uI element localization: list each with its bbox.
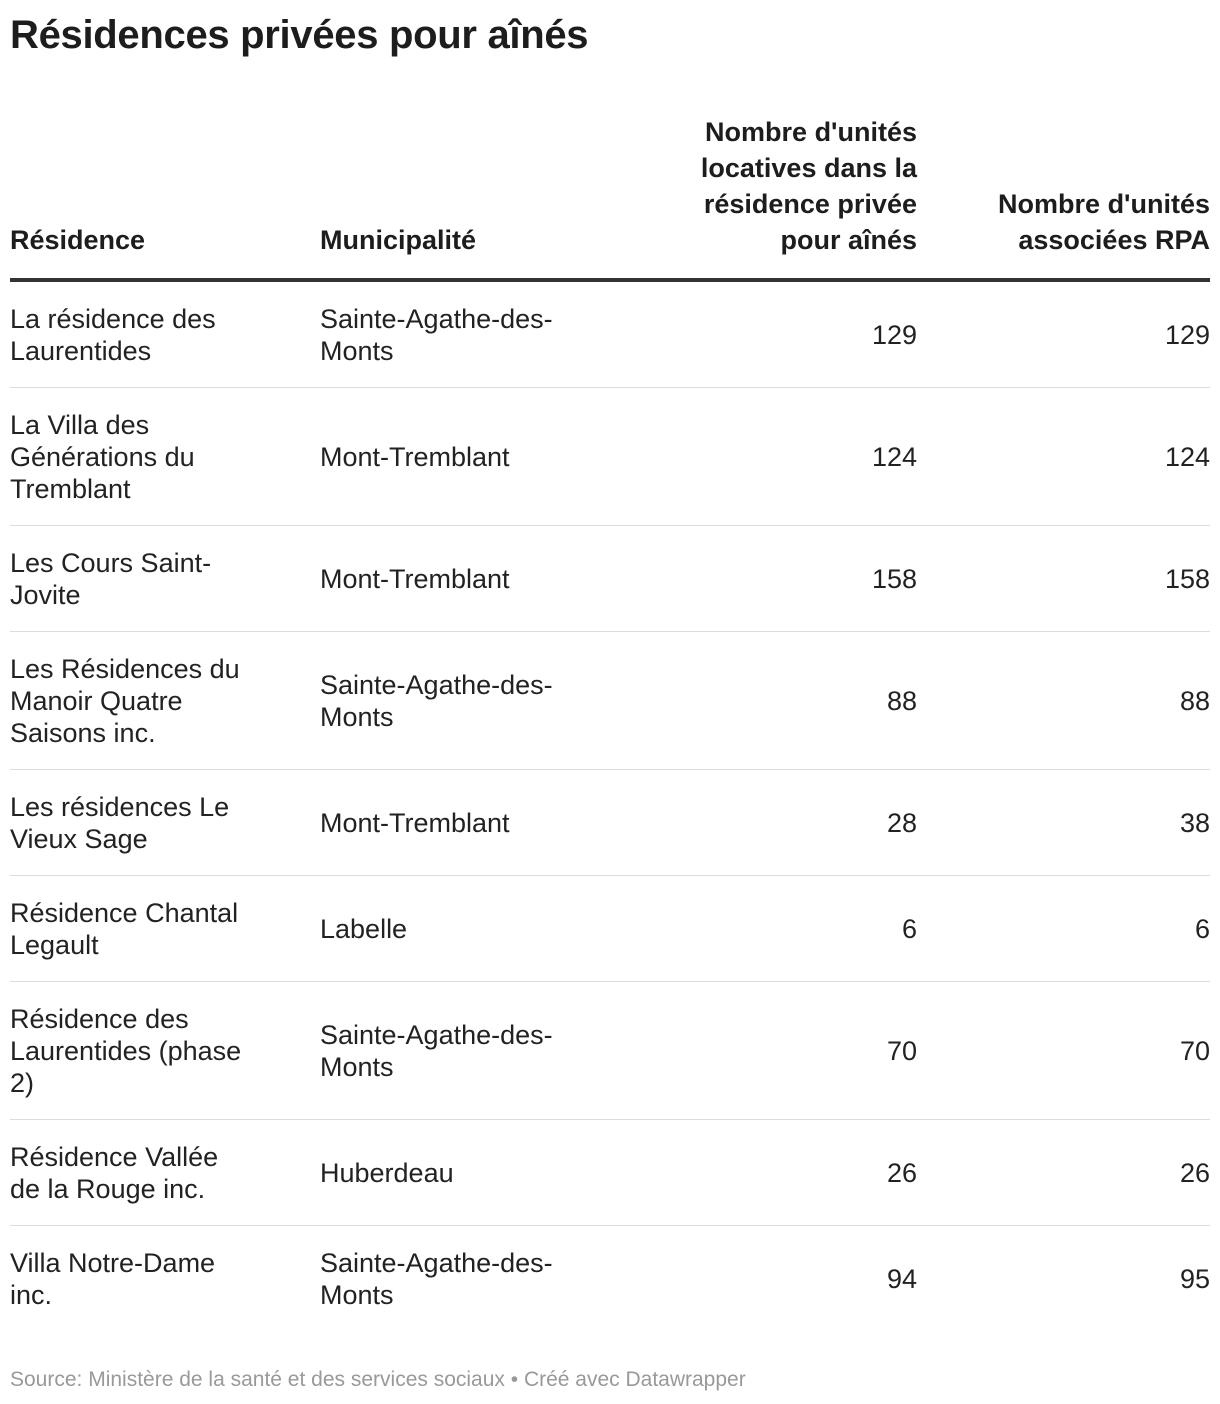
cell-unites-rpa: 26	[1179, 1157, 1210, 1188]
cell-unites-locatives: 88	[886, 685, 917, 716]
cell-unites-locatives: 94	[886, 1263, 917, 1294]
cell-residence: Les Cours Saint-Jovite	[10, 547, 212, 610]
cell-unites-locatives: 26	[886, 1157, 917, 1188]
cell-residence: La Villa des Générations du Tremblant	[10, 409, 195, 504]
cell-residence: Les Résidences du Manoir Quatre Saisons inc.	[10, 653, 240, 748]
table-row	[10, 876, 1210, 982]
table-header	[10, 110, 1210, 282]
cell-municipalite: Sainte-Agathe-des-Monts	[320, 303, 553, 366]
cell-unites-rpa: 124	[1164, 441, 1210, 472]
column-header-unites-locatives[interactable]: Nombre d'unités locatives dans la résidence privée pour aînés	[700, 117, 917, 255]
datawrapper-credit-link[interactable]: Créé avec Datawrapper	[523, 1368, 746, 1391]
cell-unites-locatives: 129	[871, 319, 917, 350]
cell-municipalite: Sainte-Agathe-des-Monts	[320, 1247, 553, 1310]
cell-unites-rpa: 70	[1179, 1035, 1210, 1066]
cell-residence: Résidence des Laurentides (phase 2)	[10, 1003, 242, 1098]
cell-municipalite: Mont-Tremblant	[320, 563, 510, 594]
cell-unites-rpa: 158	[1164, 563, 1210, 594]
table-row	[10, 282, 1210, 388]
cell-municipalite: Mont-Tremblant	[320, 807, 510, 838]
footer-separator: •	[504, 1368, 524, 1391]
cell-residence: La résidence des Laurentides	[10, 303, 216, 366]
table-row	[10, 1120, 1210, 1226]
footer-credits	[10, 1366, 746, 1394]
column-header-municipalite[interactable]: Municipalité	[320, 225, 477, 255]
column-header-unites-rpa[interactable]: Nombre d'unités associées RPA	[998, 189, 1210, 255]
page-title: Résidences privées pour aînés	[10, 13, 589, 57]
cell-unites-locatives: 6	[901, 913, 917, 944]
cell-municipalite: Labelle	[320, 913, 408, 944]
cell-municipalite: Sainte-Agathe-des-Monts	[320, 669, 553, 732]
cell-unites-rpa: 95	[1179, 1263, 1210, 1294]
cell-unites-rpa: 88	[1179, 685, 1210, 716]
cell-residence: Résidence Chantal Legault	[10, 897, 239, 960]
cell-unites-locatives: 28	[886, 807, 917, 838]
cell-unites-locatives: 70	[886, 1035, 917, 1066]
cell-unites-rpa: 38	[1179, 807, 1210, 838]
cell-municipalite: Sainte-Agathe-des-Monts	[320, 1019, 553, 1082]
table-row	[10, 388, 1210, 526]
cell-unites-locatives: 158	[871, 563, 917, 594]
cell-municipalite: Mont-Tremblant	[320, 441, 510, 472]
table-row	[10, 982, 1210, 1120]
column-header-residence[interactable]: Résidence	[10, 225, 146, 255]
table-row	[10, 1226, 1210, 1331]
cell-municipalite: Huberdeau	[320, 1157, 454, 1188]
cell-unites-locatives: 124	[871, 441, 917, 472]
data-table	[10, 110, 1210, 1331]
source-note: Source: Ministère de la santé et des services sociaux	[10, 1368, 505, 1391]
table-row	[10, 526, 1210, 632]
cell-residence: Les résidences Le Vieux Sage	[10, 791, 230, 854]
cell-unites-rpa: 129	[1164, 319, 1210, 350]
table-row	[10, 632, 1210, 770]
cell-residence: Villa Notre-Dame inc.	[10, 1247, 216, 1310]
table-row	[10, 770, 1210, 876]
cell-unites-rpa: 6	[1194, 913, 1210, 944]
cell-residence: Résidence Vallée de la Rouge inc.	[10, 1141, 219, 1204]
